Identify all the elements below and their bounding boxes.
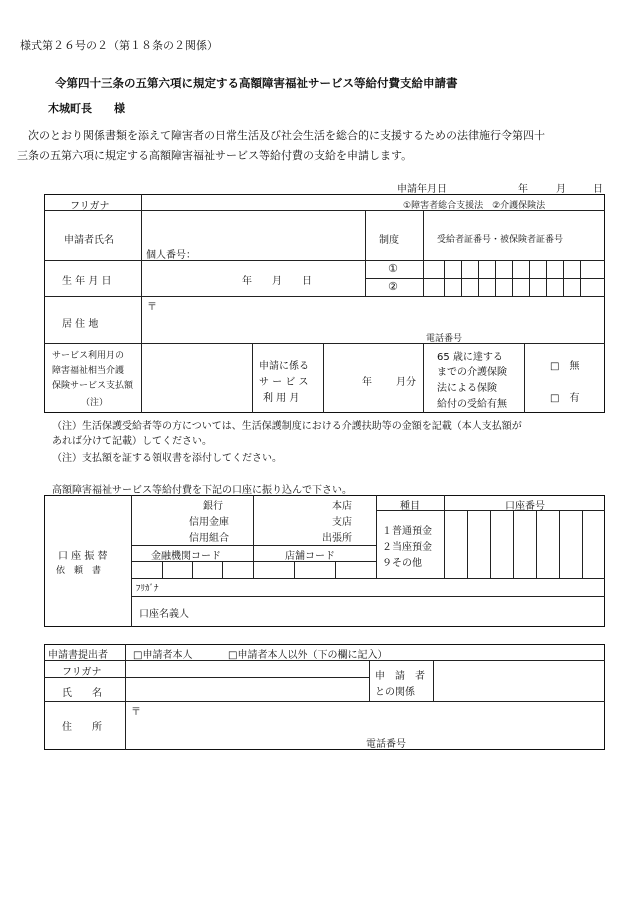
usage-year: 年 [362,377,372,388]
individual-number-label: 個人番号： [146,250,196,261]
age65-label-4: 給付の受給有無 [437,399,507,410]
service-usage-label-1: 申請に係る [259,361,309,372]
addressee: 木城町長 様 [48,102,125,115]
service-payment-label-1: サービス利用月の [52,351,125,361]
branch-type-branch: 支店 [332,517,352,528]
application-date-month: 月 [556,184,566,195]
relation-label-2: との関係 [375,687,415,698]
account-type-2: ２当座預金 [382,542,432,553]
submitter-name-label: 氏 名 [62,688,102,699]
furigana-label: フリガナ [70,201,110,212]
submitter-postal-mark: 〒 [131,707,141,718]
relation-label-1: 申 請 者 [375,671,425,682]
account-holder-label: 口座名義人 [139,609,189,620]
postal-mark: 〒 [147,302,157,313]
receipt-has-checkbox[interactable]: □ 有 [550,393,580,404]
address-label: 居 住 地 [62,319,99,330]
account-type-label: 種目 [400,501,420,512]
account-type-3: ９その他 [382,558,422,569]
age65-label-1: 65 歳に達する [437,352,503,363]
phone-label: 電話番号 [426,334,463,344]
service-usage-label-2: サ ー ビ ス [259,377,309,388]
service-payment-label-2: 障害福祉相当介護 [52,366,125,376]
application-date-day: 日 [593,184,603,195]
bank-type-bank: 銀行 [203,501,223,512]
service-payment-label-4: （注） [81,398,109,408]
system-option-2: ② [388,280,398,293]
receipt-none-checkbox[interactable]: □ 無 [550,361,580,372]
bank-transfer-label-1: 口 座 振 替 [58,551,108,562]
service-payment-label-3: 保険サービス支払額 [52,381,134,391]
submitter-other-checkbox[interactable]: □申請者本人以外（下の欄に記入） [228,650,388,661]
account-furigana-label: ﾌﾘｶﾞﾅ [136,584,159,594]
application-date-label: 申請年月日 [397,184,447,195]
age65-label-2: までの介護保険 [437,367,507,378]
application-date-year: 年 [518,184,528,195]
usage-month: 月分 [396,377,416,388]
branch-type-sub: 出張所 [322,533,352,544]
bank-intro: 高額障害福祉サービス等給付費を下記の口座に振り込んで下さい。 [52,485,352,496]
law-options: ①障害者総合支援法 ②介護保険法 [403,201,546,211]
birth-date-ymd: 年 月 日 [242,276,312,287]
note-1-line-2: あれば分けて記載）してください。 [52,436,212,447]
applicant-name-label: 申請者氏名 [64,235,114,246]
account-type-1: １普通預金 [382,526,432,537]
branch-type-main: 本店 [332,501,352,512]
bank-transfer-label-2: 依 頼 書 [56,566,102,576]
note-2: （注）支払額を証する領収書を添付してください。 [52,453,282,464]
bank-type-credit-bank: 信用金庫 [189,517,229,528]
intro-line-1: 次のとおり関係書類を添えて障害者の日常生活及び社会生活を総合的に支援するための法律施行令第四十 [17,129,545,142]
age65-label-3: 法による保険 [437,383,497,394]
submitter-phone-label: 電話番号 [366,739,406,750]
institution-code-label: 金融機関コード [151,551,221,562]
submitter-address-label: 住 所 [62,722,102,733]
branch-code-label: 店舗コード [285,551,335,562]
account-number-label: 口座番号 [505,501,545,512]
form-number: 様式第２６号の２（第１８条の２関係） [20,39,218,52]
birth-date-label: 生 年 月 日 [62,276,112,287]
system-option-1: ① [388,262,398,275]
page-title: 令第四十三条の五第六項に規定する高額障害福祉サービス等給付費支給申請書 [55,76,458,90]
note-1-line-1: （注）生活保護受給者等の方については、生活保護制度における介護扶助等の金額を記載（本人支払額が [52,421,522,432]
intro-line-2: 三条の五第六項に規定する高額障害福祉サービス等給付費の支給を申請します。 [17,149,413,162]
bank-type-credit-union: 信用組合 [189,533,229,544]
service-usage-label-3: 利 用 月 [263,393,300,404]
submitter-furigana-label: フリガナ [62,667,102,678]
recipient-number-label: 受給者証番号・被保険者証番号 [437,235,564,245]
submitter-self-checkbox[interactable]: □申請者本人 [133,650,193,661]
submitter-label: 申請書提出者 [48,650,108,661]
system-label: 制度 [379,235,399,246]
